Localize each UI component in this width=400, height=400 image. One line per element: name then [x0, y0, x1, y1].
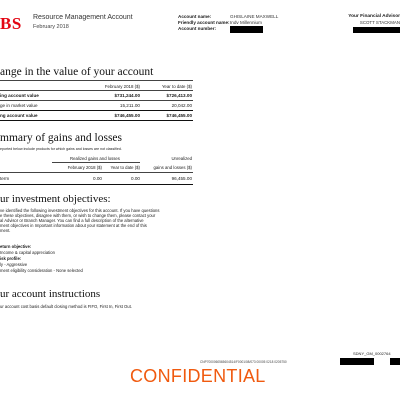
- return-objective-value: Income & capital appreciation: [0, 250, 55, 255]
- confidential-stamp: CONFIDENTIAL: [130, 366, 266, 386]
- gains-losses-heading: mmary of gains and losses: [0, 132, 123, 144]
- total-rule: [0, 110, 193, 111]
- financial-advisor-name: SCOTT STACKMAN: [359, 20, 400, 25]
- closing-value-ytd: $746,455.00: [166, 113, 192, 118]
- gains-losses-note: eported below include products for which gains and losses are not classified.: [0, 147, 122, 151]
- header-rule: [0, 90, 193, 91]
- column-header-ytd: Year to date ($): [161, 84, 192, 89]
- objectives-line: e these objectives, disagree with them, or wish to change them, please contact your: [0, 213, 156, 218]
- row-rule: [0, 100, 193, 101]
- bates-number: SDNY_GM_0002764: [353, 351, 391, 356]
- column-header-period: February 2018 ($): [104, 84, 140, 89]
- return-objective-label: eturn objective:: [0, 244, 32, 249]
- opening-value-period: $731,244.00: [114, 93, 140, 98]
- gains-header-rule: [0, 172, 193, 173]
- section-rule: [0, 80, 193, 81]
- account-name-label: Account name:: [178, 14, 212, 19]
- instructions-heading: ur account instructions: [0, 288, 101, 300]
- gains-row-ytd: 0.00: [131, 176, 140, 181]
- unrealized-header: Unrealized: [171, 156, 192, 161]
- gains-bottom-rule: [0, 184, 193, 185]
- market-change-period: 15,211.00: [119, 103, 140, 108]
- closing-value-label: ng account value: [0, 113, 38, 118]
- closing-value-period: $746,455.00: [114, 113, 140, 118]
- risk-profile-value: ly - Aggressive: [0, 262, 28, 267]
- account-name-value: GHISLAINE MAXWELL: [230, 14, 279, 19]
- friendly-name-label: Friendly account name:: [178, 20, 230, 25]
- gains-col-unrealized: gains and losses ($): [153, 165, 192, 170]
- statement-date: February 2018: [33, 24, 69, 30]
- objectives-paragraph: [0, 208, 180, 233]
- gains-col-period: February 2018 ($): [67, 165, 102, 170]
- realized-rule: [52, 162, 140, 163]
- account-info-labels: [178, 14, 230, 32]
- account-number-label: Account number:: [178, 26, 217, 31]
- risk-profile-label: isk profile:: [0, 256, 22, 261]
- market-change-label: ge in market value: [0, 103, 38, 108]
- brand-logo: BS: [0, 14, 22, 33]
- account-number-redaction: [230, 26, 263, 33]
- objectives-heading: ur investment objectives:: [0, 193, 111, 205]
- objectives-line: al Advisor or Branch Manager. You can find a full description of the alternative: [0, 218, 144, 223]
- friendly-name-value: Indv Millennium: [230, 20, 262, 25]
- advisor-info-redaction: [353, 27, 400, 33]
- statement-title: Resource Management Account: [33, 14, 133, 21]
- footer-redaction-right: [390, 358, 400, 365]
- change-in-value-heading: ange in the value of your account: [0, 66, 154, 78]
- instructions-text: ur account cost basis default closing method is FIFO, First In, First Out.: [0, 304, 132, 309]
- objectives-line: ment.: [0, 228, 11, 233]
- objectives-line: ve identified the following investment objectives for this account. If you have questions: [0, 208, 160, 213]
- footer-redaction-center: [340, 358, 374, 365]
- total-rule-bottom: [0, 120, 193, 121]
- financial-advisor-label: Your Financial Advisor: [348, 14, 400, 19]
- market-change-ytd: 20,042.00: [171, 103, 192, 108]
- gains-col-ytd: Year to date ($): [110, 165, 140, 170]
- gains-row-label: term: [0, 176, 10, 181]
- opening-value-label: ing account value: [0, 93, 39, 98]
- eligibility-consideration: ment eligibility consideration - None selected: [0, 268, 83, 273]
- gains-row-period: 0.00: [93, 176, 102, 181]
- document-code: CNP7000060565604514/F0001/08/073 00005 0218 0205750: [200, 360, 287, 364]
- opening-value-ytd: $726,413.00: [166, 93, 192, 98]
- objectives-line: ment objectives in Important information about your statement at the end of this: [0, 223, 147, 228]
- gains-row-unrealized: 96,455.00: [171, 176, 192, 181]
- realized-header: Realized gains and losses: [70, 156, 120, 161]
